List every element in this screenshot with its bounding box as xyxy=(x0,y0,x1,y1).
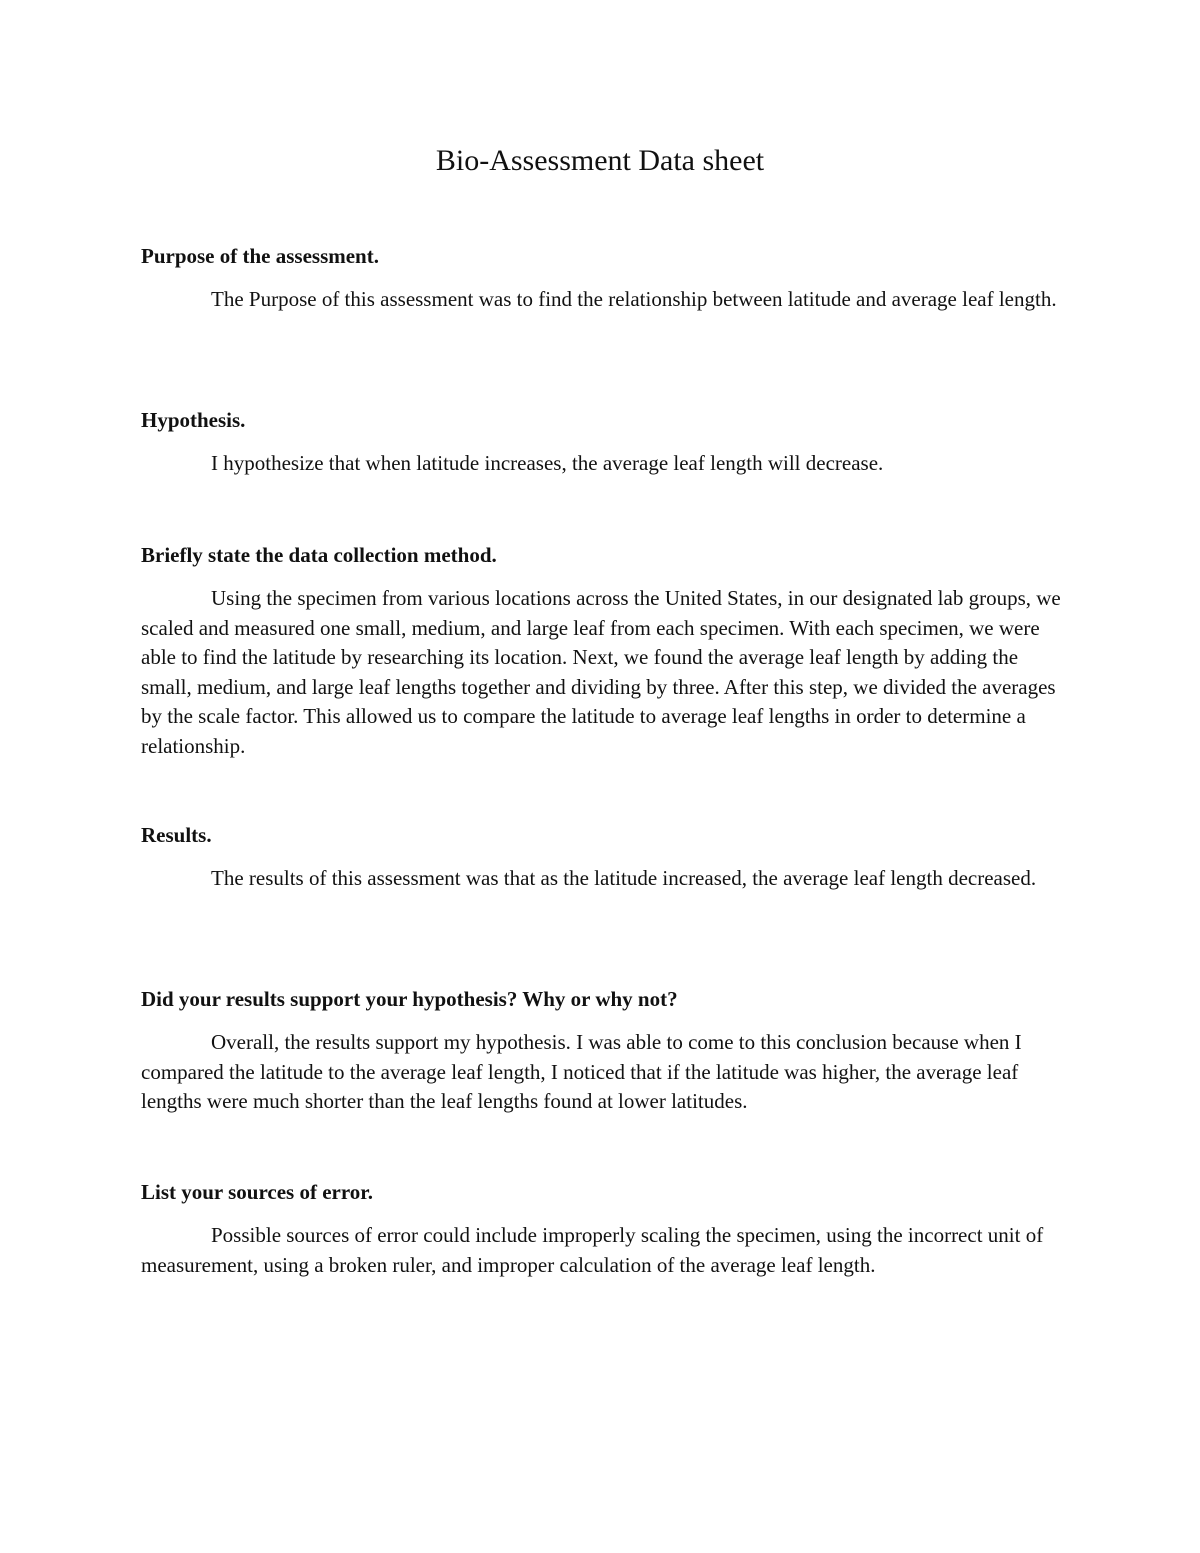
section-hypothesis xyxy=(141,405,1061,479)
section-body-errors: Possible sources of error could include improperly scaling the specimen, using the incorrect unit of measurement, using a broken ruler, and improper calculation of the average leaf length. xyxy=(141,1223,1044,1277)
section-heading-support: Did your results support your hypothesis? Why or why not? xyxy=(141,987,678,1011)
section-body-support: Overall, the results support my hypothesis. I was able to come to this conclusion because when I compared the latitude to the average leaf length, I noticed that if the latitude was higher, the average leaf lengths were much shorter than the leaf lengths found at lower latitudes. xyxy=(141,1030,1022,1113)
section-sources-of-error xyxy=(141,1177,1061,1280)
section-purpose xyxy=(141,241,1061,315)
section-body-purpose: The Purpose of this assessment was to find the relationship between latitude and average leaf length. xyxy=(211,287,1057,311)
document-title: Bio-Assessment Data sheet xyxy=(435,144,765,177)
section-body-hypothesis: I hypothesize that when latitude increases, the average leaf length will decrease. xyxy=(211,451,884,475)
section-heading-errors: List your sources of error. xyxy=(141,1180,373,1204)
section-heading-purpose: Purpose of the assessment. xyxy=(141,244,379,268)
section-heading-method: Briefly state the data collection method. xyxy=(141,543,497,567)
section-data-collection-method xyxy=(141,540,1061,761)
section-hypothesis-support xyxy=(141,984,1061,1117)
section-body-results: The results of this assessment was that as the latitude increased, the average leaf length decreased. xyxy=(211,866,1037,890)
section-heading-hypothesis: Hypothesis. xyxy=(141,408,246,432)
section-results xyxy=(141,820,1061,894)
section-body-method: Using the specimen from various locations across the United States, in our designated lab groups, we scaled and measured one small, medium, and large leaf from each specimen. With each specimen, we were able to find the latitude by researching its location. Next, we found the average leaf length by adding the small, medium, and large leaf lengths together and dividing by three. After this step, we divided the averages by the scale factor. This allowed us to compare the latitude to average leaf lengths in order to determine a relationship. xyxy=(141,586,1061,758)
section-heading-results: Results. xyxy=(141,823,212,847)
